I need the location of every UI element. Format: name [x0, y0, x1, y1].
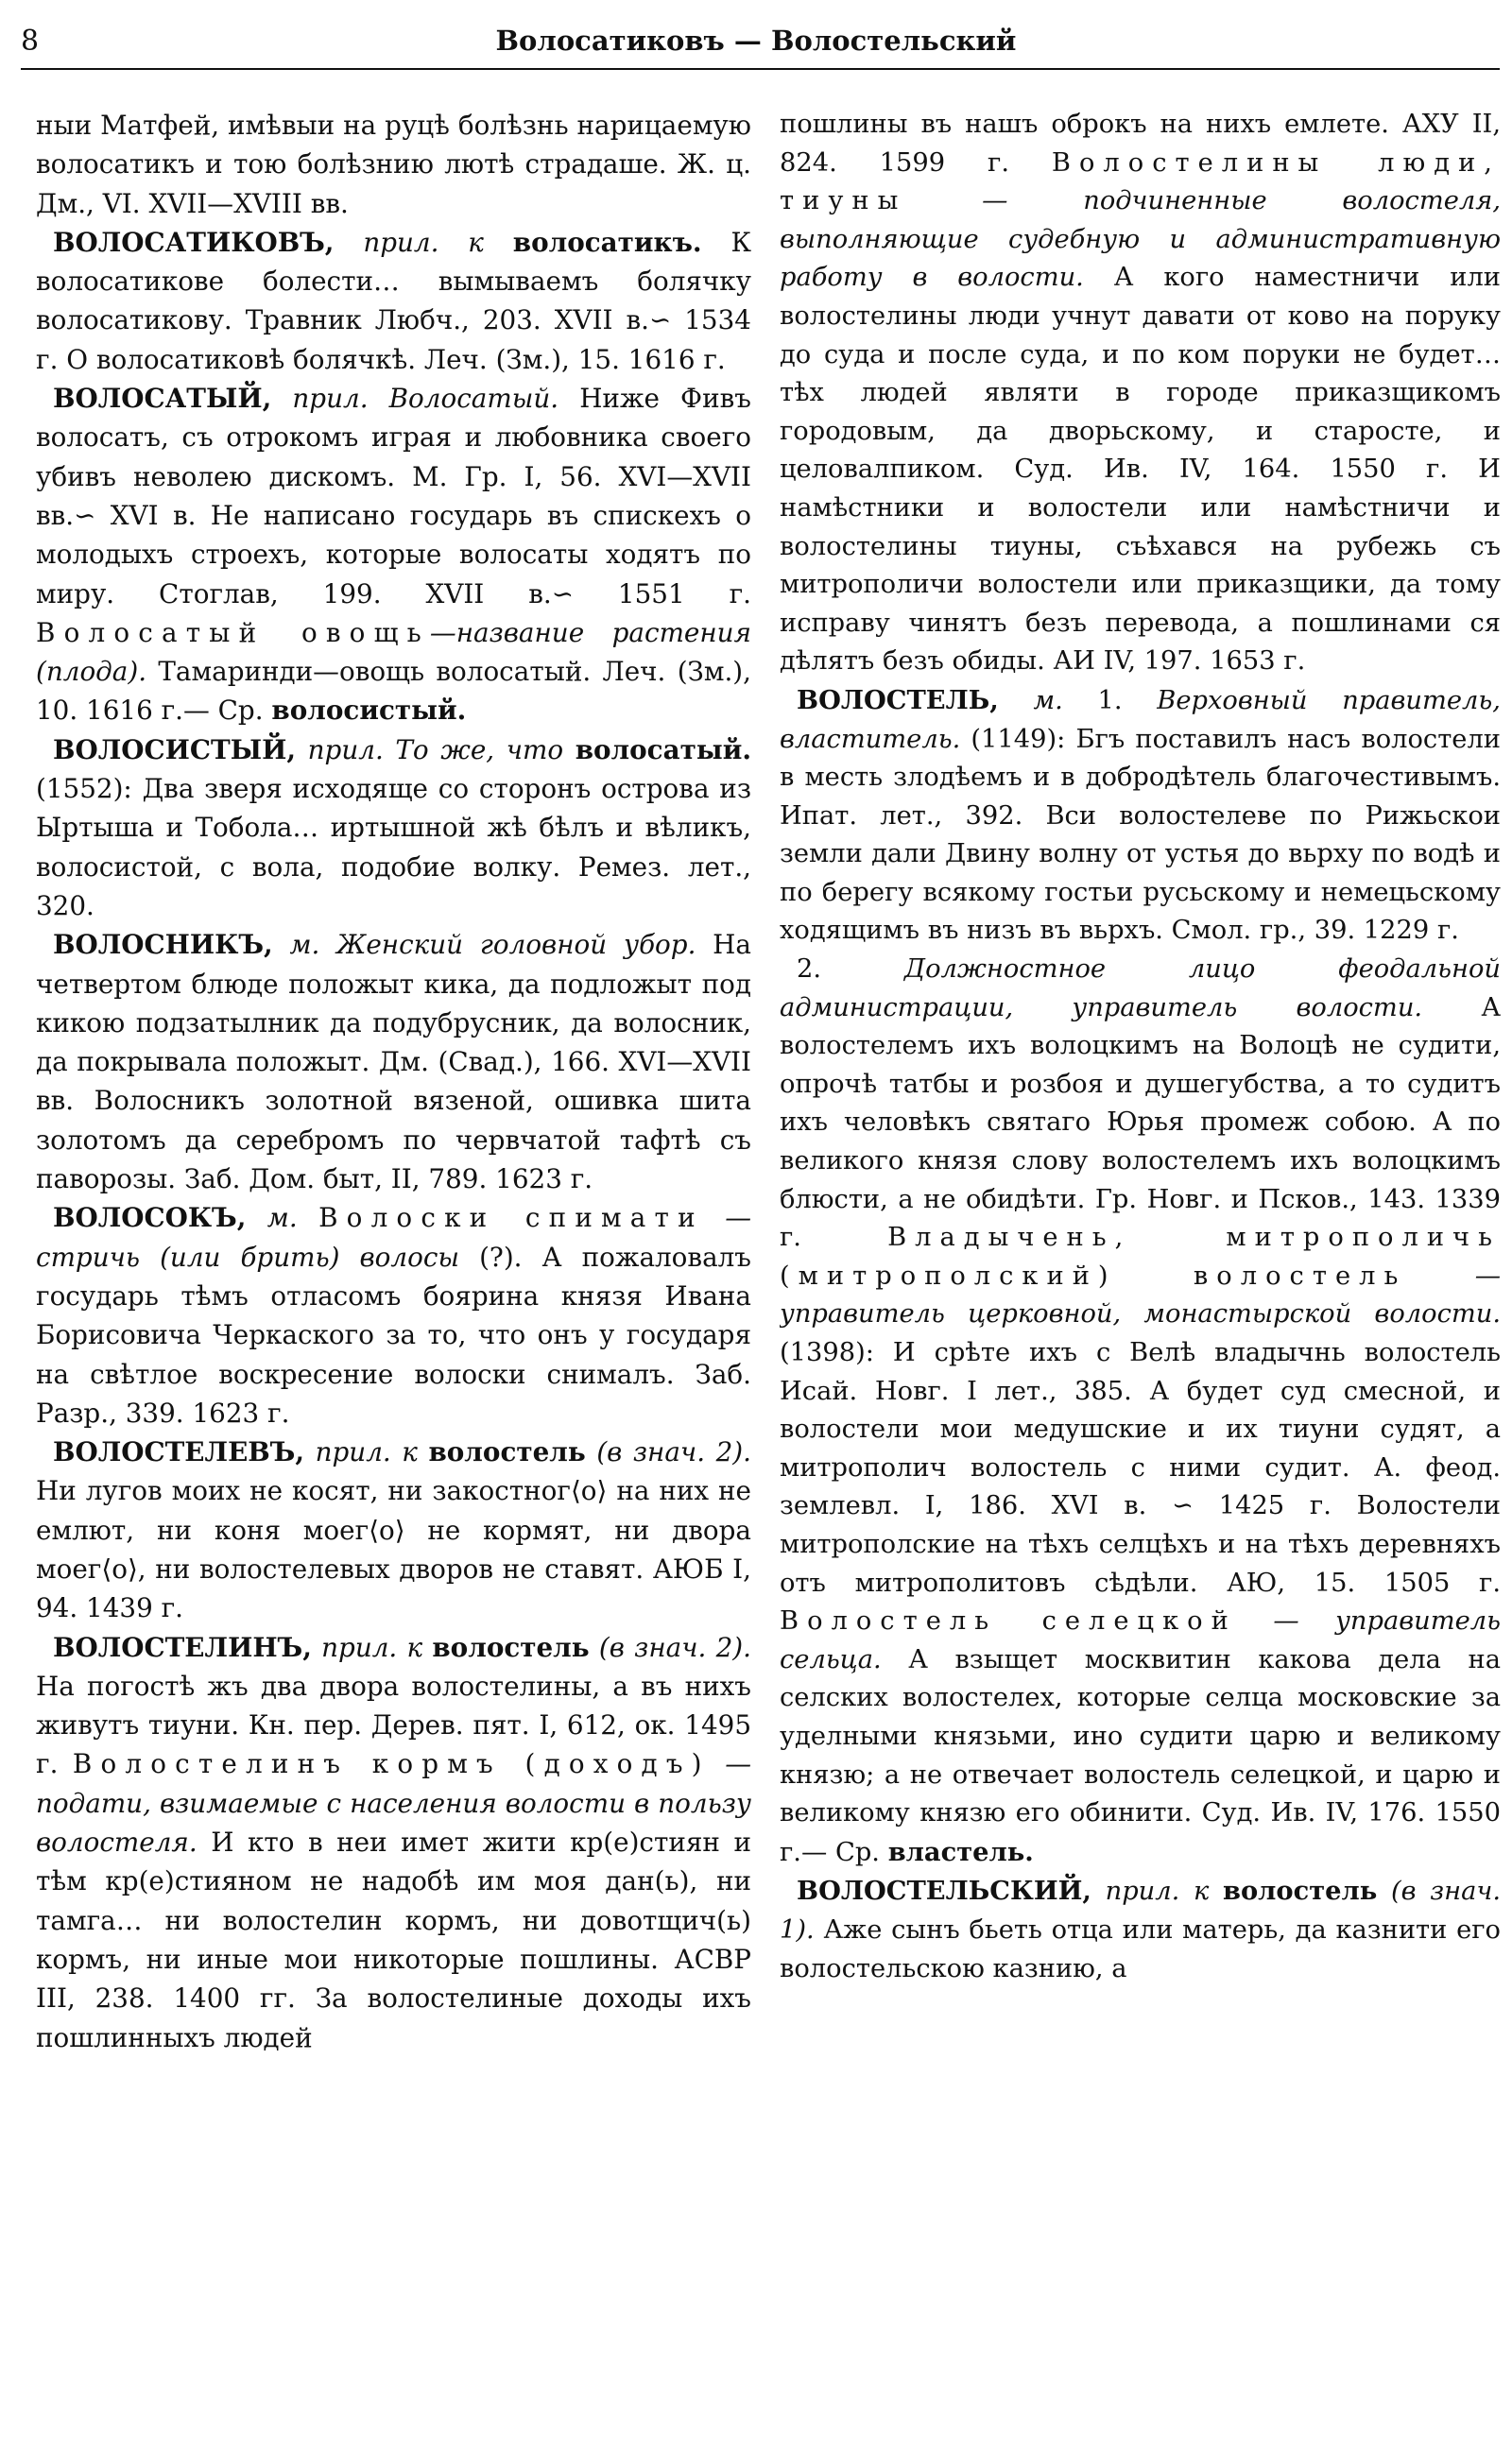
- page-number: 8: [21, 25, 40, 58]
- sub-phrase: Волоски спимати: [318, 1202, 704, 1234]
- entry-text: (1149): Бгъ поставилъ насъ волостели в месть злодѣемъ и в добродѣтель благочестивымъ. Ипат. лет., 392. Вси волостелеве по Рижьскои земли дали Двину волну от устья до вьрху по водѣ и по берегу всякому гостьи русьскому и немецьскому ходящимъ въ низъ въ вьрхъ. Смол. гр., 39. 1229 г.: [780, 724, 1501, 946]
- cross-reference: волосистый.: [271, 695, 467, 727]
- entry-text: И кто в неи имет жити кр(е)стиян и тѣм кр(е)стияном не надобѣ им моя дан(ь), ни тамга… ни волостелин кормъ, ни довотщич(ь) кормъ, ни иные мои никоторые пошлины. АСВР III, 238. 1400 гг. За волостелиные доходы ихъ пошлинныхъ людей: [36, 1827, 751, 2053]
- grammar-note: прил. к: [363, 226, 484, 258]
- entry-text: К волосатикове болести… вымываемъ болячку волосатикову. Травник Любч., 203. XVII в.∽ 1534 г. О волосатиковѣ болячкѣ. Леч. (Зм.), 15. 1616 г.: [36, 226, 751, 375]
- entry-text: А волостелемъ ихъ волоцкимъ на Волоцѣ не судити, опрочѣ татбы и розбоя и душегубства, а то судитъ ихъ человѣкъ святаго Юрья промеж собою. А по великого князя слову волостелемъ ихъ волоцкимъ блюсти, а не обидѣти. Гр. Новг. и Псков., 143. 1339 г.: [780, 992, 1501, 1253]
- definition: — управитель сельца.: [780, 1606, 1501, 1674]
- entry-volostel-sense-2: [780, 951, 1501, 1872]
- grammar-note: прил. к: [315, 1436, 418, 1468]
- entry-volosok: [36, 1198, 751, 1433]
- entry-volostelskii: [780, 1872, 1501, 1988]
- definition: — стричь (или брить) волосы: [36, 1202, 751, 1273]
- headword: ВОЛОСАТИКОВЪ,: [53, 226, 335, 258]
- headword: ВОЛОСАТЫЙ,: [53, 383, 272, 415]
- definition: — подчиненные волостеля, выполняющие судебную и административную работу в волости.: [780, 186, 1501, 293]
- entry-text: (?). А пожаловалъ государь тѣмъ отласомъ боярина князя Ивана Борисовича Черкаского за то, что онъ у государя на свѣтлое воскресение волоски снималъ. Заб. Разр., 339. 1623 г.: [36, 1241, 751, 1429]
- continuation-text: [780, 106, 1501, 681]
- definition: — управитель церковной, монастырской волости.: [780, 1261, 1501, 1330]
- entry-text: пошлины въ нашъ оброкъ на нихъ емлете. АХУ II, 824. 1599 г.: [780, 110, 1501, 178]
- sub-phrase: Волостелинъ кормъ (доходъ): [72, 1748, 711, 1780]
- cross-reference: волосатикъ.: [512, 226, 702, 258]
- grammar-note: (в знач. 2).: [598, 1631, 751, 1663]
- entry-text: Ниже Фивъ волосатъ, съ отрокомъ играя и любовника своего убивъ неволею дискомъ. М. Гр. I, 56. XVI—XVII вв.∽ XVI в. Не написано государь въ спискехъ о молодыхъ строехъ, которые волосаты ходятъ по миру. Стоглав, 199. XVII в.∽ 1551 г.: [36, 383, 751, 609]
- sub-phrase: Владычень, митрополичь (митрополский) волостель: [780, 1223, 1501, 1291]
- header-rule: [21, 68, 1500, 70]
- headword: ВОЛОСТЕЛИНЪ,: [53, 1631, 312, 1663]
- sense-number: 1.: [1097, 685, 1123, 715]
- entry-text: Тамаринди—овощь волосатый. Леч. (Зм.), 10. 1616 г.— Ср.: [36, 656, 751, 727]
- grammar-note: м.: [1033, 685, 1063, 715]
- sub-phrase: Волостелины люди, тиуны: [780, 147, 1501, 216]
- grammar-note: (в знач. 2).: [596, 1436, 751, 1468]
- headword: ВОЛОСТЕЛЬ,: [797, 684, 999, 715]
- sub-phrase: Волосатый овощь: [36, 616, 430, 648]
- entry-text: (1552): Два зверя исходяще со сторонъ острова из Ыртыша и Тобола… иртышной жѣ бѣлъ и вѣликъ, волосистой, с вола, подобие волку. Ремез. лет., 320.: [36, 773, 751, 921]
- entry-text: На четвертом блюде положыт кика, да подложыт под кикою подзатылник да подубрусник, да волосник, да покрывала положыт. Дм. (Свад.), 166. XVI—XVII вв. Волосникъ золотной вязеной, ошивка шита золотомъ да серебромъ по червчатой тафтѣ съ паворозы. Заб. Дом. быт, II, 789. 1623 г.: [36, 929, 751, 1195]
- entry-text: На погостѣ жъ два двора волостелины, а въ нихъ живутъ тиуни. Кн. пер. Дерев. пят. I, 612, ок. 1495 г.: [36, 1670, 751, 1780]
- entry-volostelin: [36, 1628, 751, 2057]
- grammar-note: м. Женский головной убор.: [289, 929, 696, 961]
- grammar-note: прил. То же, что: [307, 733, 564, 765]
- entry-text: Ни лугов моих не косят, ни закостнoг⟨o⟩ на них не емлют, ни коня моег⟨o⟩ не кормят, ни двора моег⟨o⟩, ни волостелевых дворов не ставят. АЮБ I, 94. 1439 г.: [36, 1475, 751, 1624]
- definition: —название растения (плода).: [36, 616, 751, 688]
- continuation-text: ныи Матфей, имѣвыи на руцѣ болѣзнь нарицаемую волосатикъ и тою болѣзнию лютѣ страдаше. Ж. ц. Дм., VI. XVII—XVIII вв.: [36, 110, 751, 219]
- cross-reference: волостель: [428, 1436, 586, 1468]
- entry-volosatikov: [36, 223, 751, 379]
- cross-reference: властель.: [887, 1836, 1034, 1867]
- definition: — подати, взимаемые с населения волости в пользу волостеля.: [36, 1748, 751, 1859]
- cross-reference: волостель: [1222, 1876, 1378, 1907]
- sub-phrase: Волостель селецкой: [780, 1606, 1237, 1637]
- headword: ВОЛОСОКЪ,: [53, 1202, 247, 1234]
- grammar-note: прил. к: [1105, 1877, 1210, 1907]
- grammar-note: прил. к: [321, 1631, 423, 1663]
- entry-text: А кого наместничи или волостелины люди учнут давати от ково на поруку до суда и после суда, и по ком поруки не будет… тѣх людей являти в городе приказщикомъ городовым, да дворьскому, и старосте, и целовалпиком. Суд. Ив. IV, 164. 1550 г. И намѣстники и волостели или намѣстничи и волостелины тиуны, съѣхався на рубежь съ митрополичи волостели или приказщики, да тому исправу чинятъ безъ перевода, а пошлинами ся дѣлятъ безъ обиды. АИ IV, 197. 1653 г.: [780, 263, 1501, 677]
- entry-text: А взыщет москвитин какова дела на селских волостелех, которые селца московские за уделными князьми, ино судити царю и великому князю; а не отвечает волостель селецкой, и царю и великому князю его обинити. Суд. Ив. IV, 176. 1550 г.— Ср.: [780, 1644, 1501, 1867]
- headword: ВОЛОСТЕЛЬСКИЙ,: [797, 1876, 1091, 1907]
- entry-volosatyi: [36, 379, 751, 730]
- right-column: [780, 106, 1501, 2445]
- headword: ВОЛОСИСТЫЙ,: [53, 733, 297, 765]
- running-head: Волосатиковъ — Волостельский: [495, 25, 1017, 57]
- entry-text: (1398): И срѣте ихъ с Велѣ владычнь волостель Исай. Новг. I лет., 385. А будет суд смесной, и волостели мои медушские и их тиуни судят, а митрополич волостель с ними судит. А. феод. землевл. I, 186. XVI в. ∽ 1425 г. Волостели митрополские на тѣхъ селцѣхъ и на тѣхъ деревняхъ отъ митрополитовъ сѣдѣли. АЮ, 15. 1505 г.: [780, 1338, 1501, 1598]
- sense-number: 2.: [797, 954, 822, 985]
- left-column: [36, 106, 751, 2445]
- entry-volosistyi: [36, 730, 751, 925]
- grammar-note: м.: [266, 1202, 298, 1234]
- entry-text: Аже сынъ бьеть отца или матерь, да казнити его волостельскою казнию, а: [780, 1914, 1501, 1983]
- definition: Должностное лицо феодальной администрации, управитель волости.: [780, 954, 1501, 1022]
- headword: ВОЛОСНИКЪ,: [53, 929, 273, 961]
- headword: ВОЛОСТЕЛЕВЪ,: [53, 1436, 305, 1468]
- cross-reference: волосатый.: [575, 733, 751, 765]
- entry-volosnik: [36, 925, 751, 1198]
- grammar-note: (в знач. 1).: [780, 1877, 1501, 1945]
- entry-volostel: [780, 681, 1501, 951]
- cross-reference: волостель: [432, 1631, 590, 1663]
- definition: Верховный правитель, властитель.: [780, 685, 1501, 754]
- entry-volostelev: [36, 1433, 751, 1627]
- grammar-note: прил. Волосатый.: [292, 383, 559, 415]
